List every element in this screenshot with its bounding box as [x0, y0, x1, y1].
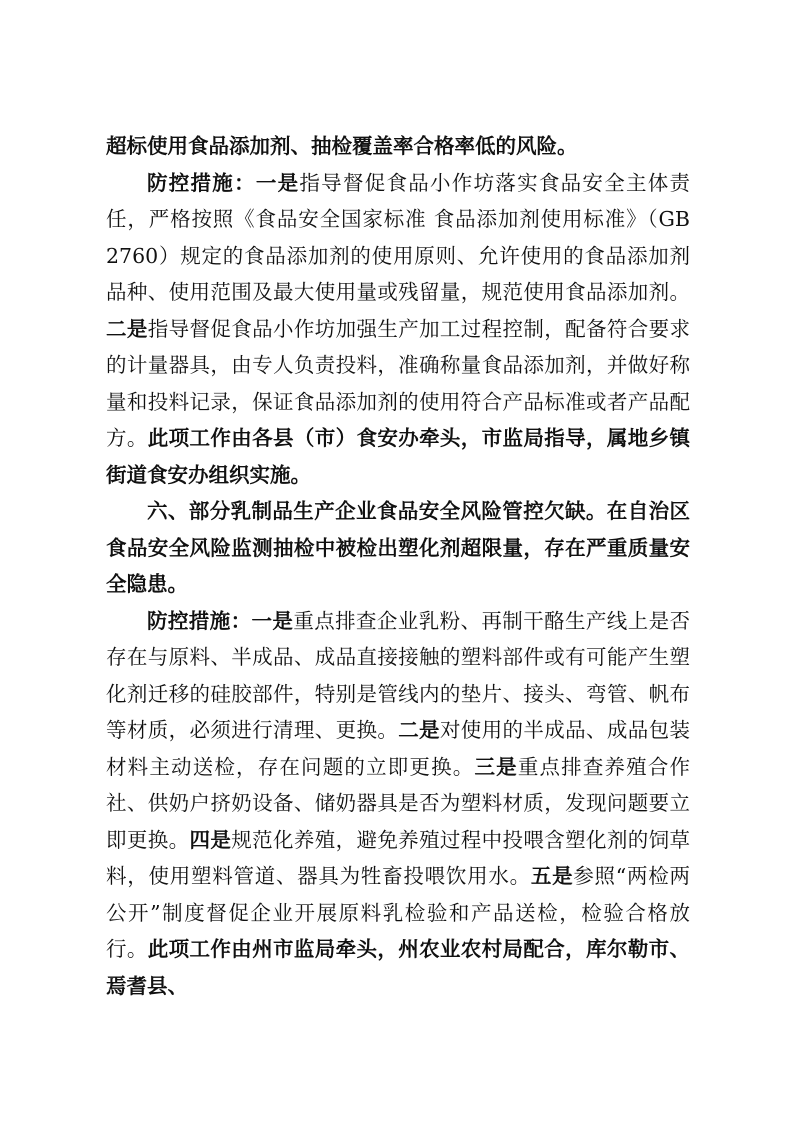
item-text-2: 对使用的半成品、成品包装材料主动送检，存在问题的立即更换。 [106, 718, 691, 779]
item-text-4: 规范化养殖，避免养殖过程中投喂含塑化剂的饲草料，使用塑料管道、器具为牲畜投喂饮用水。 [106, 827, 691, 888]
item-marker-1: 一是 [255, 170, 300, 195]
measures-label: 防控措施： [147, 170, 256, 195]
item-marker-2: 二是 [106, 316, 148, 341]
item-marker-4: 四是 [189, 827, 232, 852]
measures-label: 防控措施： [147, 608, 252, 633]
responsibility-text: 此项工作由各县（市）食安办牵头，市监局指导，属地乡镇街道食安办组织实施。 [106, 426, 691, 487]
item-text-5: 参照“两检两公开”制度督促企业开展原料乳检验和产品送检，检验合格放行。 [106, 864, 690, 961]
bold-text: 超标使用食品添加剂、抽检覆盖率合格率低的风险。 [106, 134, 578, 158]
item-marker-5: 五是 [530, 864, 574, 888]
paragraph-section-6 [106, 493, 690, 603]
item-marker-3: 三是 [474, 754, 518, 779]
item-text-2: 指导督促食品小作坊加强生产加工过程控制，配备符合要求的计量器具，由专人负责投料，准确称量食品添加剂，并做好称量和投料记录，保证食品添加剂的使用符合产品标准或者产品配方。 [106, 316, 691, 450]
item-marker-1: 一是 [251, 608, 294, 633]
item-text-1: 重点排查企业乳粉、再制干酪生产线上是否存在与原料、半成品、成品直接接触的塑料部件或有可能产生塑化剂迁移的硅胶部件，特别是管线内的垫片、接头、弯管、帆布等材质，必须进行清理、更换。 [106, 608, 691, 742]
paragraph-measures-5 [106, 165, 690, 494]
document-body [106, 128, 690, 1004]
item-marker-2: 二是 [398, 718, 440, 742]
item-text-3: 重点排查养殖合作社、供奶户挤奶设备、储奶器具是否为塑料材质，发现问题要立即更换。 [106, 754, 691, 852]
paragraph-measures-6 [106, 603, 690, 1005]
section-heading: 六、部分乳制品生产企业食品安全风险管控欠缺。在自治区食品安全风险监测抽检中被检出塑化剂超限量，存在严重质量安全隐患。 [106, 499, 690, 596]
item-text-1: 指导督促食品小作坊落实食品安全主体责任，严格按照《食品安全国家标准 食品添加剂使用标准》（GB 2760）规定的食品添加剂的使用原则、允许使用的食品添加剂品种、使用范围及最大使用量或残留量，规范使用食品添加剂。 [106, 170, 691, 304]
paragraph-risk-end [106, 128, 690, 165]
responsibility-text: 此项工作由州市监局牵头，州农业农村局配合，库尔勒市、焉耆县、 [106, 937, 691, 998]
